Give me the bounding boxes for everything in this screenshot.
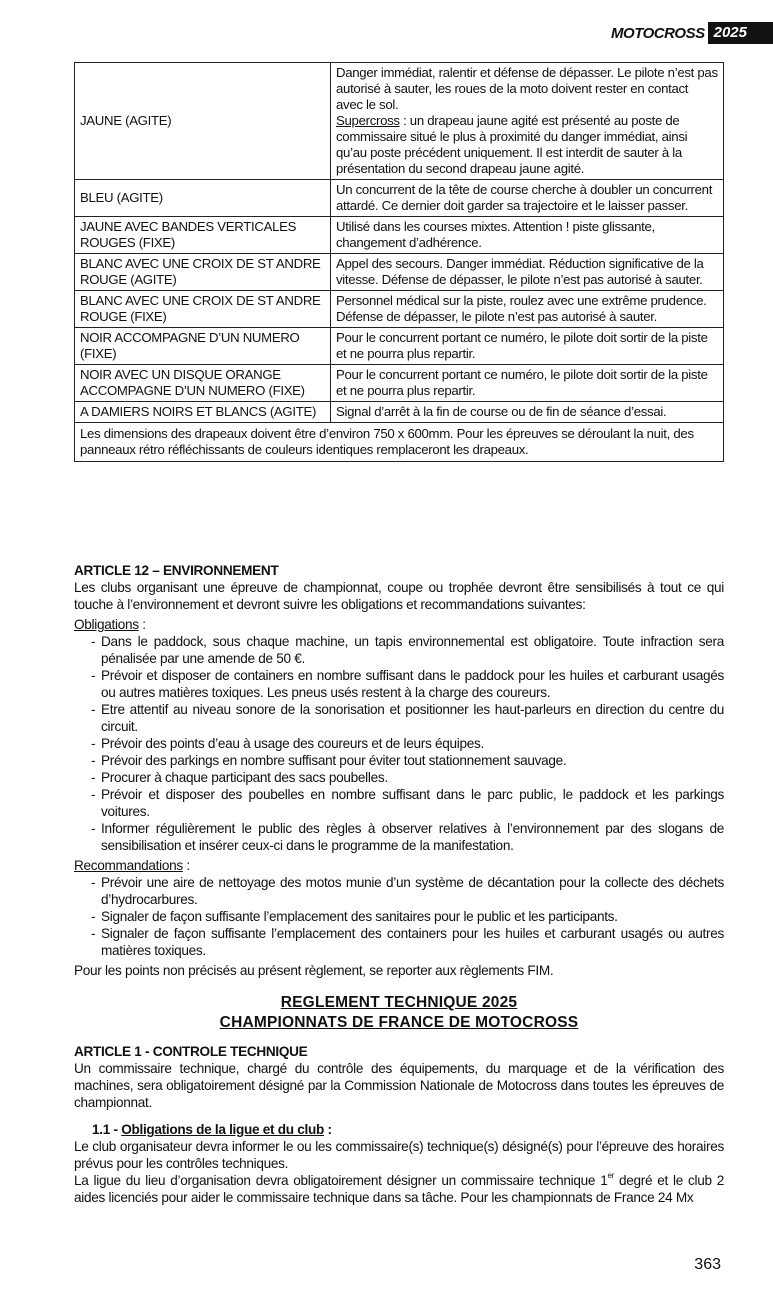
header-year: 2025 xyxy=(708,22,773,44)
list-item: - Signaler de façon suffisante l’emplacement des containers pour les huiles et carburant usagés ou autres matières toxiques. xyxy=(91,925,724,959)
flag-meaning: Un concurrent de la tête de course cherche à doubler un concurrent attardé. Ce dernier doit garder sa trajectoire et le laisser passer. xyxy=(331,180,724,217)
list-item: - Procurer à chaque participant des sacs poubelles. xyxy=(91,769,724,786)
article-1-text: Un commissaire technique, chargé du contrôle des équipements, du marquage et de la vérification des machines, sera obligatoirement désigné par la Commission Nationale de Motocross dans toutes les épreuves de championnat. xyxy=(74,1061,724,1110)
list-item: - Prévoir et disposer de containers en nombre suffisant dans le paddock pour les huiles et carburant usagés ou autres matières toxiques. Les pneus usés restent à la charge des coureurs. xyxy=(91,667,724,701)
table-row xyxy=(75,291,724,328)
table-row xyxy=(75,254,724,291)
section-1-1-heading xyxy=(74,1121,724,1138)
flag-name: BLANC AVEC UNE CROIX DE ST ANDRE ROUGE (AGITE) xyxy=(75,254,331,291)
section-1-1-para-1: Le club organisateur devra informer le ou les commissaire(s) technique(s) désigné(s) pour l’épreuve des horaires prévus pour les contrôles techniques. xyxy=(74,1139,724,1171)
flag-meaning-text: Danger immédiat, ralentir et défense de dépasser. Le pilote n’est pas autorisé à sauter, les roues de la moto doivent rester en contact avec le sol. xyxy=(336,65,718,112)
section-label: Obligations de la ligue et du club xyxy=(121,1122,324,1137)
flag-name: BLEU (AGITE) xyxy=(75,180,331,217)
main-content xyxy=(74,562,724,1206)
list-item: - Dans le paddock, sous chaque machine, un tapis environnemental est obligatoire. Toute infraction sera pénalisée par une amende de 50 €. xyxy=(91,633,724,667)
ordinal-superscript: er xyxy=(607,1171,614,1180)
para-2-text-a: La ligue du lieu d’organisation devra obligatoirement désigner un commissaire technique 1 xyxy=(74,1173,608,1188)
list-item: - Prévoir une aire de nettoyage des motos munie d’un système de décantation pour la collecte des déchets d’hydrocarbures. xyxy=(91,874,724,908)
list-item: - Etre attentif au niveau sonore de la sonorisation et positionner les haut-parleurs en direction du centre du circuit. xyxy=(91,701,724,735)
list-item: - Prévoir des parkings en nombre suffisant pour éviter tout stationnement sauvage. xyxy=(91,752,724,769)
table-row xyxy=(75,423,724,462)
supercross-label: Supercross xyxy=(336,113,400,128)
flag-name: NOIR AVEC UN DISQUE ORANGE ACCOMPAGNE D’UN NUMERO (FIXE) xyxy=(75,365,331,402)
flags-table xyxy=(74,62,724,462)
para-2-text-b: degré et le club 2 aides licenciés pour aider le commissaire technique dans sa tâche. Pour les championnats de France 24 Mx xyxy=(74,1173,724,1205)
table-row xyxy=(75,402,724,423)
flags-dimension-note: Les dimensions des drapeaux doivent être d’environ 750 x 600mm. Pour les épreuves se déroulant la nuit, des panneaux rétro réfléchissants de couleurs identiques remplaceront les drapeaux. xyxy=(75,423,724,462)
section-1-1-para-2 xyxy=(74,1172,724,1206)
header-brand: MOTOCROSS xyxy=(611,24,705,42)
flag-meaning: Utilisé dans les courses mixtes. Attention ! piste glissante, changement d’adhérence. xyxy=(331,217,724,254)
flag-name: NOIR ACCOMPAGNE D’UN NUMERO (FIXE) xyxy=(75,328,331,365)
table-row xyxy=(75,217,724,254)
supercross-text: : un drapeau jaune agité est présenté au poste de commissaire situé le plus à proximité du danger immédiat, ainsi qu’au poste précédent uniquement. Il est interdit de sauter à la présentation du second drapeau jaune agité. xyxy=(336,113,688,176)
list-item: - Prévoir des points d’eau à usage des coureurs et de leurs équipes. xyxy=(91,735,724,752)
article-12-intro: Les clubs organisant une épreuve de championnat, coupe ou trophée devront être sensibilisés à tout ce qui touche à l’environnement et devront suivre les obligations et recommandations suivantes: xyxy=(74,580,724,612)
flag-name: JAUNE AVEC BANDES VERTICALES ROUGES (FIXE) xyxy=(75,217,331,254)
flag-meaning: Appel des secours. Danger immédiat. Réduction significative de la vitesse. Défense de dépasser, le pilote n’est pas autorisé à sauter. xyxy=(331,254,724,291)
recommandations-heading: Recommandations : xyxy=(74,858,190,873)
flag-meaning xyxy=(331,63,724,180)
table-row xyxy=(75,63,724,180)
technical-title-block xyxy=(74,993,724,1033)
obligations-heading: Obligations : xyxy=(74,617,146,632)
flag-meaning: Pour le concurrent portant ce numéro, le pilote doit sortir de la piste et ne pourra plus repartir. xyxy=(331,328,724,365)
flag-name: BLANC AVEC UNE CROIX DE ST ANDRE ROUGE (FIXE) xyxy=(75,291,331,328)
page-header xyxy=(611,22,773,44)
table-row xyxy=(75,365,724,402)
list-item: - Signaler de façon suffisante l’emplacement des sanitaires pour le public et les participants. xyxy=(91,908,724,925)
recommandations-label: Recommandations xyxy=(74,858,183,873)
technical-title: REGLEMENT TECHNIQUE 2025 xyxy=(280,994,518,1011)
technical-subtitle: CHAMPIONNATS DE FRANCE DE MOTOCROSS xyxy=(219,1014,579,1031)
page-number: 363 xyxy=(694,1256,721,1273)
article-12-closing: Pour les points non précisés au présent règlement, se reporter aux règlements FIM. xyxy=(74,963,554,978)
article-1-heading: ARTICLE 1 - CONTROLE TECHNIQUE xyxy=(74,1044,308,1059)
flag-name: JAUNE (AGITE) xyxy=(75,63,331,180)
table-row xyxy=(75,180,724,217)
flag-meaning: Signal d’arrêt à la fin de course ou de fin de séance d’essai. xyxy=(331,402,724,423)
obligations-label: Obligations xyxy=(74,617,139,632)
obligations-list xyxy=(74,633,724,854)
flag-meaning: Personnel médical sur la piste, roulez avec une extrême prudence. Défense de dépasser, le pilote n’est pas autorisé à sauter. xyxy=(331,291,724,328)
flag-meaning: Pour le concurrent portant ce numéro, le pilote doit sortir de la piste et ne pourra plus repartir. xyxy=(331,365,724,402)
section-number: 1.1 - xyxy=(92,1122,122,1137)
article-12-heading: ARTICLE 12 – ENVIRONNEMENT xyxy=(74,563,279,578)
table-row xyxy=(75,328,724,365)
list-item: - Prévoir et disposer des poubelles en nombre suffisant dans le parc public, le paddock et les parkings voitures. xyxy=(91,786,724,820)
section-suffix: : xyxy=(323,1122,332,1137)
recommandations-list xyxy=(74,874,724,959)
flag-name: A DAMIERS NOIRS ET BLANCS (AGITE) xyxy=(75,402,331,423)
list-item: - Informer régulièrement le public des règles à observer relatives à l’environnement par des slogans de sensibilisation et insérer ceux-ci dans le programme de la manifestation. xyxy=(91,820,724,854)
